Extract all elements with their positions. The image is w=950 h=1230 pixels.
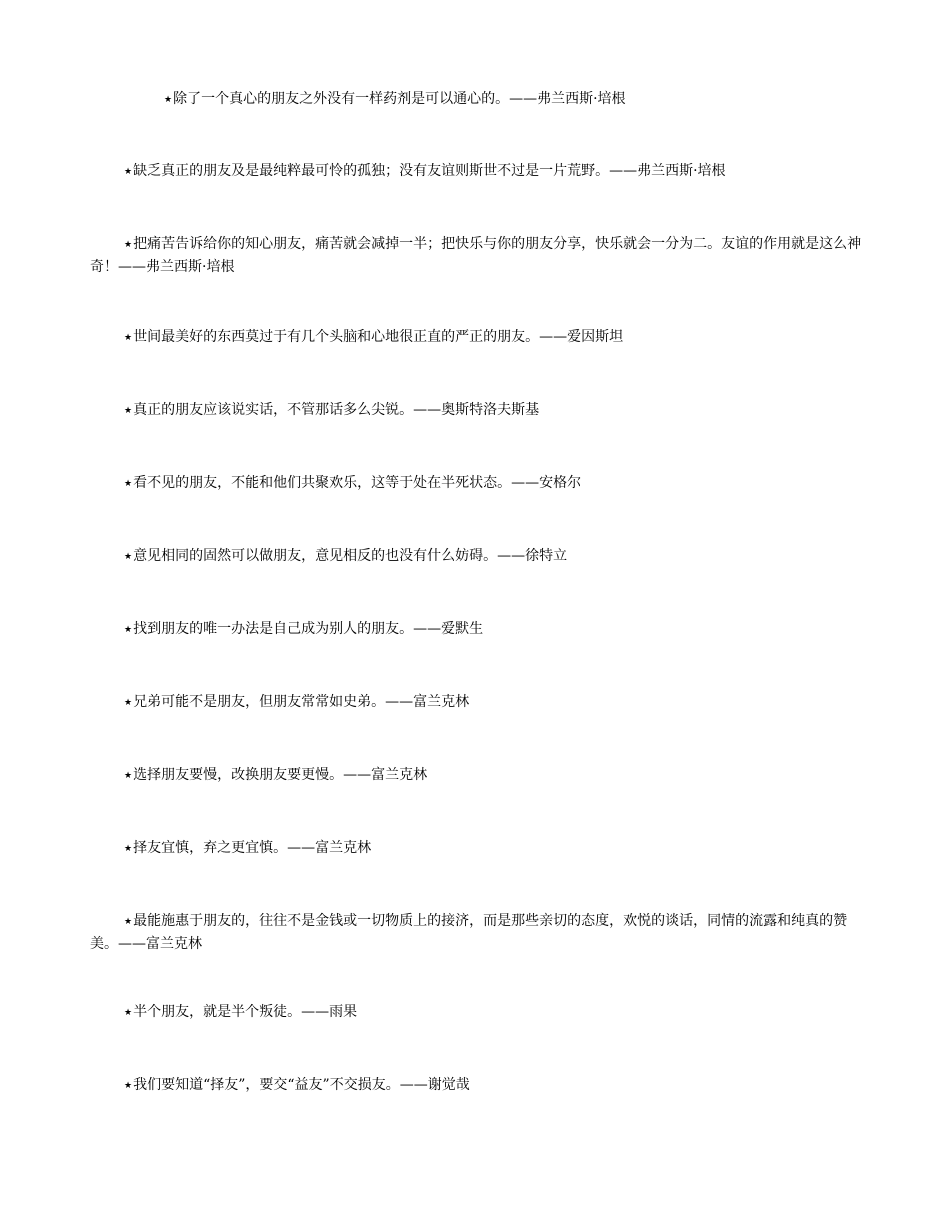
quote-text: 除了一个真心的朋友之外没有一样药剂是可以通心的。——弗兰西斯·培根 <box>173 91 626 107</box>
star-bullet-icon: ★ <box>124 1008 133 1018</box>
quote-paragraph <box>90 910 865 955</box>
star-bullet-icon: ★ <box>124 917 133 927</box>
quote-paragraph <box>90 472 865 495</box>
quote-text: 缺乏真正的朋友及是最纯粹最可怜的孤独；没有友谊则斯世不过是一片荒野。——弗兰西斯·培根 <box>133 163 726 179</box>
quote-paragraph <box>90 399 865 422</box>
star-bullet-icon: ★ <box>124 552 133 562</box>
quote-text: 最能施惠于朋友的，往往不是金钱或一切物质上的接济，而是那些亲切的态度，欢悦的谈话，同情的流露和纯真的赞美。——富兰克林 <box>90 913 848 952</box>
quote-text: 真正的朋友应该说实话，不管那话多么尖锐。——奥斯特洛夫斯基 <box>133 402 540 418</box>
star-bullet-icon: ★ <box>124 698 133 708</box>
quote-paragraph <box>90 1074 865 1097</box>
quote-text: 我们要知道“择友”，要交“益友”不交损友。——谢觉哉 <box>133 1077 470 1093</box>
quote-text: 看不见的朋友，不能和他们共聚欢乐，这等于处在半死状态。——安格尔 <box>133 475 582 491</box>
star-bullet-icon: ★ <box>124 1081 133 1091</box>
quote-text: 世间最美好的东西莫过于有几个头脑和心地很正直的严正的朋友。——爱因斯坦 <box>133 329 624 345</box>
quote-text: 兄弟可能不是朋友，但朋友常常如史弟。——富兰克林 <box>133 694 470 710</box>
star-bullet-icon: ★ <box>124 240 133 250</box>
quote-paragraph <box>90 88 865 111</box>
quote-paragraph <box>90 764 865 787</box>
quote-text: 半个朋友，就是半个叛徒。——雨果 <box>133 1004 358 1020</box>
star-bullet-icon: ★ <box>124 844 133 854</box>
quote-text: 意见相同的固然可以做朋友，意见相反的也没有什么妨碍。——徐特立 <box>133 548 568 564</box>
quote-paragraph <box>90 545 865 568</box>
star-bullet-icon: ★ <box>124 333 133 343</box>
quote-paragraph <box>90 233 865 278</box>
quote-paragraph <box>90 837 865 860</box>
star-bullet-icon: ★ <box>124 625 133 635</box>
quote-text: 择友宜慎，弃之更宜慎。——富兰克林 <box>133 840 372 856</box>
quote-paragraph <box>90 618 865 641</box>
quote-paragraph <box>90 691 865 714</box>
star-bullet-icon: ★ <box>124 771 133 781</box>
quote-paragraph <box>90 160 865 183</box>
quote-paragraph <box>90 326 865 349</box>
star-bullet-icon: ★ <box>164 95 173 105</box>
quote-text: 找到朋友的唯一办法是自己成为别人的朋友。——爱默生 <box>133 621 484 637</box>
quote-text: 把痛苦告诉给你的知心朋友，痛苦就会减掉一半；把快乐与你的朋友分享，快乐就会一分为二。友谊的作用就是这么神奇！——弗兰西斯·培根 <box>90 236 862 275</box>
quote-paragraph <box>90 1001 865 1024</box>
star-bullet-icon: ★ <box>124 406 133 416</box>
star-bullet-icon: ★ <box>124 479 133 489</box>
star-bullet-icon: ★ <box>124 167 133 177</box>
quote-text: 选择朋友要慢，改换朋友要更慢。——富兰克林 <box>133 767 428 783</box>
